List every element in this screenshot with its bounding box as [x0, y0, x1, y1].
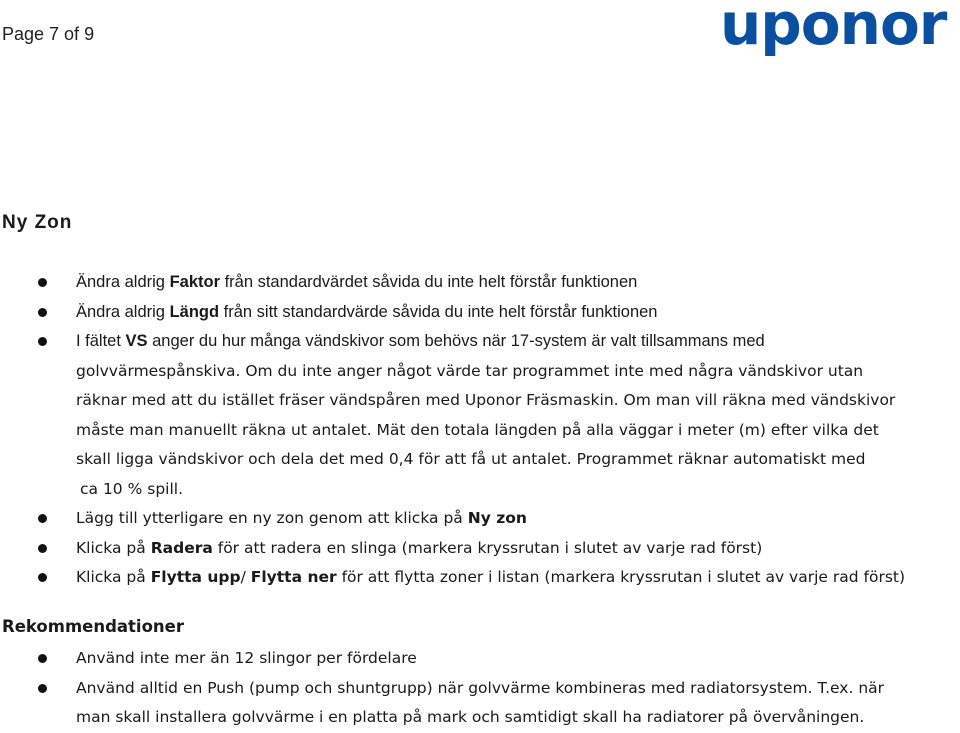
bullet-icon: [38, 278, 47, 287]
item-bold: Flytta upp: [150, 568, 241, 586]
item-text: Lägg till ytterligare en ny zon genom att klicka på: [76, 509, 468, 527]
bullet-icon: [38, 684, 47, 693]
item-text: för att flytta zoner i listan (markera kryssrutan i slutet av varje rad först): [336, 568, 906, 586]
item-text: Använd alltid en Push (pump och shuntgrupp) när golvvärme kombineras med radiatorsystem. T.ex. när: [76, 678, 885, 697]
item-text: Använd inte mer än 12 slingor per fördelare: [76, 649, 417, 667]
item-text: anger du hur många vändskivor som behövs när 17-system är valt tillsammans med: [147, 332, 765, 350]
list-item: [0, 674, 960, 733]
item-bold: Flytta ner: [250, 568, 337, 586]
item-text: /: [240, 568, 251, 586]
item-text: Klicka på: [76, 568, 151, 586]
uponor-logo: [720, 0, 956, 73]
bullet-icon: [38, 337, 47, 346]
list-item: [0, 298, 960, 328]
item-text: från standardvärdet såvida du inte helt förstår funktionen: [220, 273, 638, 291]
section-title-ny-zon: Ny Zon: [2, 212, 73, 233]
section-title-rekommendationer: Rekommendationer: [2, 617, 184, 636]
list-item: [0, 563, 960, 593]
item-continuation: räknar med att du istället fräser vändspåren med Uponor Fräsmaskin. Om man vill räkna med vändskivor: [76, 391, 896, 409]
item-continuation: ca 10 % spill.: [80, 479, 184, 498]
list-item: [0, 504, 960, 534]
bullet-icon: [38, 573, 47, 582]
item-text: från sitt standardvärde såvida du inte helt förstår funktionen: [219, 302, 658, 321]
item-continuation: måste man manuellt räkna ut antalet. Mät den totala längden på alla väggar i meter (m) efter vilka det: [76, 420, 879, 439]
item-bold: VS: [125, 332, 148, 350]
item-text: Klicka på: [76, 538, 151, 557]
page-number: Page 7 of 9: [2, 24, 95, 44]
item-continuation: man skall installera golvvärme i en platta på mark och samtidigt skall ha radiatorer på övervåningen.: [76, 708, 865, 726]
item-continuation: skall ligga vändskivor och dela det med 0,4 för att få ut antalet. Programmet räknar automatiskt med: [76, 450, 866, 468]
item-text: Ändra aldrig: [76, 302, 170, 321]
item-text: för att radera en slinga (markera kryssrutan i slutet av varje rad först): [212, 538, 763, 557]
item-continuation: golvvärmespånskiva. Om du inte anger något värde tar programmet inte med några vändskivor utan: [76, 361, 864, 380]
item-text: I fältet: [76, 332, 126, 350]
list-item: [0, 268, 960, 298]
logo-graphic: [720, 0, 956, 68]
item-bold: Längd: [169, 302, 220, 321]
item-bold: Radera: [150, 538, 213, 557]
list-item: [0, 534, 960, 564]
item-bold: Faktor: [169, 273, 220, 291]
ny-zon-list: [0, 268, 960, 593]
rekommendationer-list: [0, 644, 960, 733]
bullet-icon: [38, 514, 47, 523]
logo-wordmark: uponor: [720, 0, 947, 58]
bullet-icon: [38, 308, 47, 317]
item-text: Ändra aldrig: [76, 273, 170, 291]
item-bold: Ny zon: [467, 509, 527, 527]
bullet-icon: [38, 654, 47, 663]
list-item: [0, 644, 960, 674]
list-item: [0, 327, 960, 504]
bullet-icon: [38, 544, 47, 553]
